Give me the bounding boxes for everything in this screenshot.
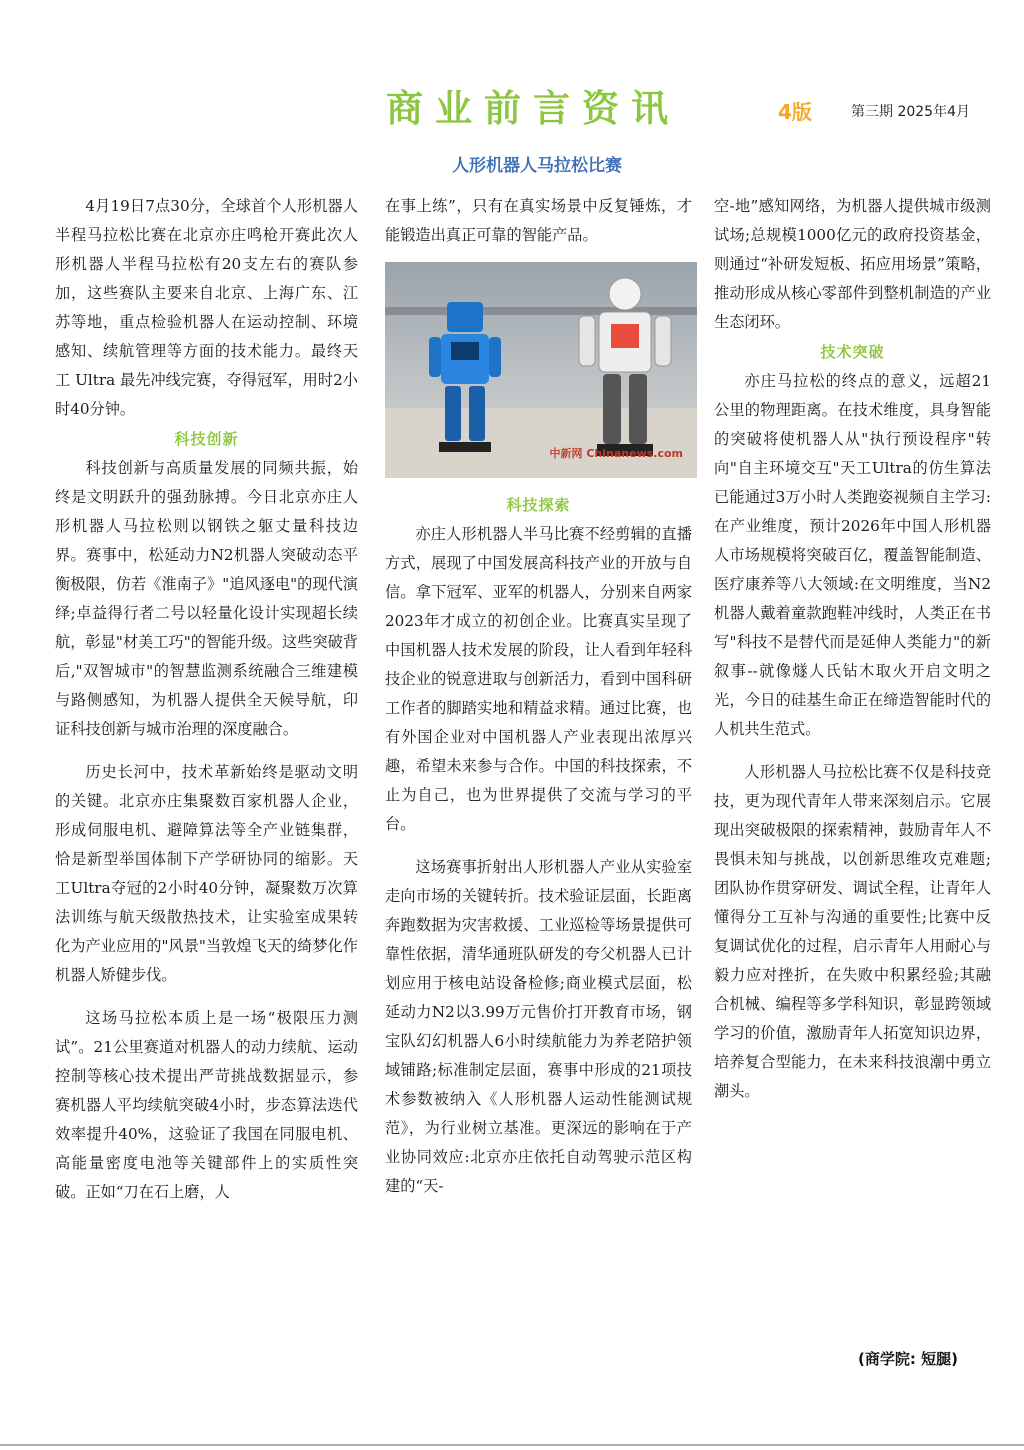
paragraph: 亦庄马拉松的终点的意义，远超21公里的物理距离。在技术维度，具身智能的突破将使机器人从"执行预设程序"转向"自主环境交互"天工Ultra的仿生算法已能通过3万小时人类跑姿视频自主学习:在产业维度，预计2026年中国人形机器人市场规模将突破百亿，覆盖智能制造、医疗康养等八大领域:在文明维度，当N2机器人戴着童款跑鞋冲线时，人类正在书写"科技不是替代而是延伸人类能力"的新叙事--就像燧人氏钻木取火开启文明之光，今日的硅基生命正在缔造智能时代的人机共生范式。 [714,372,991,738]
paragraph: 人形机器人马拉松比赛不仅是科技竞技，更为现代青年人带来深刻启示。它展现出突破极限的探索精神，鼓励青年人不畏惧未知与挑战，以创新思维攻克难题;团队协作贯穿研发、调试全程，让青年人懂得分工互补与沟通的重要性;比赛中反复调试优化的过程，启示青年人用耐心与毅力应对挫折，在失败中积累经验;其融合机械、编程等多学科知识，彰显跨领域学习的价值，激励青年人拓宽知识边界，培养复合型能力，在未来科技浪潮中勇立潮头。 [714,763,991,1100]
article-title: 人形机器人马拉松比赛 [452,156,622,176]
white-robot-illustration [565,272,685,462]
section-heading: 科技探索 [506,496,571,514]
column-1 [55,192,358,1207]
paragraph: 历史长河中，技术革新始终是驱动文明的关键。北京亦庄集聚数百家机器人企业，形成伺服电机、避障算法等全产业链集群，恰是新型举国体制下产学研协同的缩影。天工Ultra夺冠的2小时40分钟，凝聚数万次算法训练与航天级散热技术，让实验室成果转化为产业应用的"风景"当敦煌飞天的绮梦化作机器人矫健步伐。 [55,763,358,984]
paragraph: 亦庄人形机器人半马比赛不经剪辑的直播方式，展现了中国发展高科技产业的开放与自信。拿下冠军、亚军的机器人，分别来自两家2023年才成立的初创企业。比赛真实呈现了中国机器人技术发展的阶段，让人看到年轻科技企业的锐意进取与创新活力，看到中国科研工作者的脚踏实地和精益求精。通过比赛，也有外国企业对中国机器人产业表现出浓厚兴趣，希望未来参与合作。中国的科技探索，不止为自己，也为世界提供了交流与学习的平台。 [385,525,692,833]
column-2 [385,192,692,1201]
section-heading: 科技创新 [174,430,239,448]
footer-divider [0,1444,1024,1446]
paragraph: 空-地”感知网络，为机器人提供城市级测试场;总规模1000亿元的政府投资基金，则通过“补研发短板、拓应用场景”策略，推动形成从核心零部件到整机制造的产业生态闭环。 [714,197,991,331]
paragraph: 这场赛事折射出人形机器人产业从实验室走向市场的关键转折。技术验证层面，长距离奔跑数据为灾害救援、工业巡检等场景提供可靠性依据，清华通班队研发的夸父机器人已计划应用于核电站设备检修;商业模式层面，松延动力N2以3.99万元售价打开教育市场，钢宝队幻幻机器人6小时续航能力为养老陪护领域铺路;标准制定层面，赛事中形成的21项技术参数被纳入《人形机器人运动性能测试规范》，为行业树立基准。更深远的影响在于产业协同效应:北京亦庄依托自动驾驶示范区构建的“天- [385,858,692,1195]
paragraph: 科技创新与高质量发展的同频共振，始终是文明跃升的强劲脉搏。今日北京亦庄人形机器人马拉松则以钢铁之躯丈量科技边界。赛事中，松延动力N2机器人突破动态平衡极限，仿若《淮南子》"追风逐电"的现代演绎;卓益得行者二号以轻量化设计实现超长续航，彰显"材美工巧"的智能升级。这些突破背后,"双智城市"的智慧监测系统融合三维建模与路侧感知，为机器人提供全天候导航，印证科技创新与城市治理的深度融合。 [55,459,358,738]
robot-photo [385,262,697,478]
page-number: 4版 [778,100,812,124]
paragraph: 这场马拉松本质上是一场“极限压力测试”。21公里赛道对机器人的动力续航、运动控制等核心技术提出严苛挑战数据显示，参赛机器人平均续航突破4小时，步态算法迭代效率提升40%，这验证了我国在同服电机、高能量密度电池等关键部件上的实质性突破。正如“刀在石上磨，人 [55,1009,358,1201]
issue-date: 第三期 2025年4月 [851,104,970,120]
section-heading: 技术突破 [820,343,885,361]
paragraph: 在事上练”，只有在真实场景中反复锤炼，才能锻造出真正可靠的智能产品。 [385,197,692,244]
column-3 [714,192,991,1106]
photo-watermark: 中新网 Chinanews.com [549,447,683,460]
blue-robot-illustration [425,292,505,462]
byline: (商学院: 短腿) [858,1350,958,1368]
masthead-title: 商业前言资讯 [386,87,680,130]
paragraph: 4月19日7点30分，全球首个人形机器人半程马拉松比赛在北京亦庄鸣枪开赛此次人形机器人半程马拉松有20支左右的赛队参加，这些赛队主要来自北京、上海广东、江苏等地，重点检验机器人在运动控制、环境感知、续航管理等方面的技术能力。最终天工 Ultra 最先冲线完赛，夺得冠军，用时2小时40分钟。 [55,197,358,418]
